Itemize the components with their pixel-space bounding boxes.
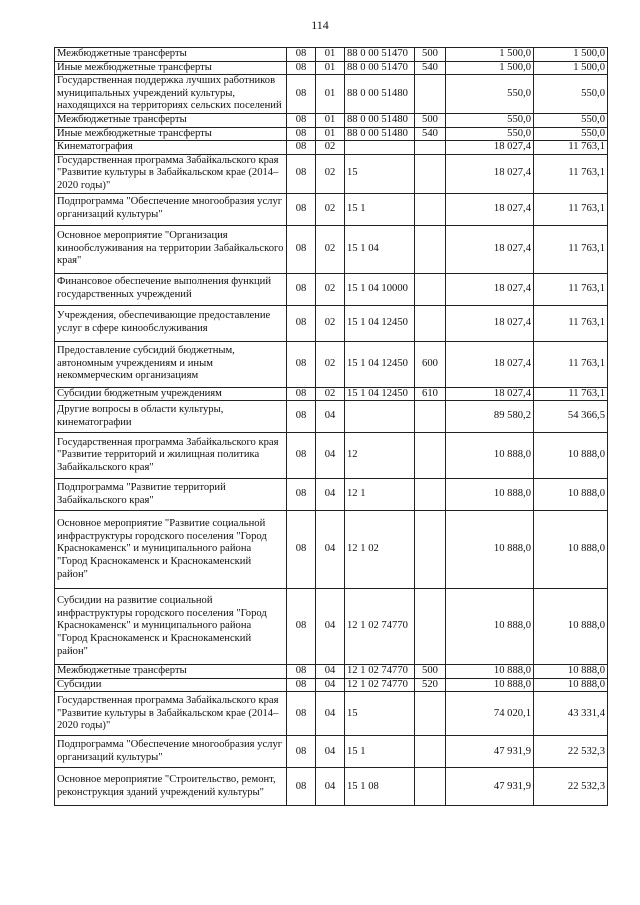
amount-year-2: 11 763,1 [534, 193, 608, 225]
row-name: Государственная программа Забайкальского края "Развитие культуры в Забайкальском крае (2014–2020 годы)" [55, 154, 287, 193]
expense-type-code [415, 401, 446, 433]
subsection-code: 01 [316, 48, 345, 62]
target-article-code: 12 1 02 74770 [345, 678, 415, 692]
amount-year-2: 22 532,3 [534, 736, 608, 768]
amount-year-2: 550,0 [534, 75, 608, 114]
target-article-code: 12 1 02 74770 [345, 665, 415, 679]
row-name: Иные межбюджетные трансферты [55, 61, 287, 75]
subsection-code: 01 [316, 127, 345, 141]
amount-year-1: 10 888,0 [446, 665, 534, 679]
amount-year-1: 550,0 [446, 113, 534, 127]
table-row [55, 341, 608, 387]
amount-year-1: 18 027,4 [446, 341, 534, 387]
section-code: 08 [287, 479, 316, 511]
target-article-code: 88 0 00 51470 [345, 48, 415, 62]
amount-year-2: 11 763,1 [534, 305, 608, 341]
expense-type-code [415, 692, 446, 736]
subsection-code: 04 [316, 665, 345, 679]
target-article-code: 12 1 [345, 479, 415, 511]
row-name: Предоставление субсидий бюджетным, автономным учреждениям и иным некоммерческим организациям [55, 341, 287, 387]
subsection-code: 02 [316, 273, 345, 305]
amount-year-1: 10 888,0 [446, 678, 534, 692]
subsection-code: 04 [316, 479, 345, 511]
row-name: Межбюджетные трансферты [55, 113, 287, 127]
expense-type-code [415, 479, 446, 511]
expense-type-code: 540 [415, 127, 446, 141]
target-article-code: 88 0 00 51480 [345, 113, 415, 127]
subsection-code: 01 [316, 61, 345, 75]
amount-year-1: 89 580,2 [446, 401, 534, 433]
amount-year-2: 11 763,1 [534, 341, 608, 387]
amount-year-2: 11 763,1 [534, 387, 608, 401]
table-row [55, 225, 608, 273]
table-row [55, 75, 608, 114]
target-article-code: 12 1 02 74770 [345, 589, 415, 665]
row-name: Основное мероприятие "Строительство, ремонт, реконструкция зданий учреждений культуры" [55, 768, 287, 806]
target-article-code: 12 1 02 [345, 511, 415, 589]
amount-year-1: 18 027,4 [446, 141, 534, 155]
table-row [55, 61, 608, 75]
target-article-code: 15 1 08 [345, 768, 415, 806]
table-row [55, 768, 608, 806]
amount-year-2: 22 532,3 [534, 768, 608, 806]
row-name: Кинематография [55, 141, 287, 155]
amount-year-2: 1 500,0 [534, 61, 608, 75]
section-code: 08 [287, 273, 316, 305]
amount-year-1: 18 027,4 [446, 154, 534, 193]
budget-table [54, 47, 608, 806]
row-name: Подпрограмма "Обеспечение многообразия услуг организаций культуры" [55, 736, 287, 768]
table-row [55, 154, 608, 193]
amount-year-2: 10 888,0 [534, 589, 608, 665]
amount-year-2: 10 888,0 [534, 678, 608, 692]
expense-type-code: 500 [415, 665, 446, 679]
target-article-code: 15 1 04 10000 [345, 273, 415, 305]
section-code: 08 [287, 511, 316, 589]
amount-year-1: 47 931,9 [446, 768, 534, 806]
amount-year-2: 43 331,4 [534, 692, 608, 736]
amount-year-2: 11 763,1 [534, 225, 608, 273]
expense-type-code [415, 768, 446, 806]
section-code: 08 [287, 305, 316, 341]
subsection-code: 02 [316, 193, 345, 225]
row-name: Основное мероприятие "Развитие социальной инфраструктуры городского поселения "Город Краснокаменск" и муниципального района "Город Краснокаменск и Краснокаменский район" [55, 511, 287, 589]
row-name: Финансовое обеспечение выполнения функций государственных учреждений [55, 273, 287, 305]
amount-year-1: 10 888,0 [446, 433, 534, 479]
section-code: 08 [287, 154, 316, 193]
subsection-code: 02 [316, 141, 345, 155]
table-row [55, 127, 608, 141]
amount-year-1: 10 888,0 [446, 479, 534, 511]
expense-type-code [415, 225, 446, 273]
target-article-code: 88 0 00 51480 [345, 127, 415, 141]
row-name: Государственная программа Забайкальского края "Развитие культуры в Забайкальском крае (2014–2020 годы)" [55, 692, 287, 736]
subsection-code: 02 [316, 341, 345, 387]
subsection-code: 04 [316, 692, 345, 736]
amount-year-1: 74 020,1 [446, 692, 534, 736]
amount-year-1: 18 027,4 [446, 193, 534, 225]
amount-year-2: 10 888,0 [534, 433, 608, 479]
expense-type-code [415, 589, 446, 665]
subsection-code: 04 [316, 678, 345, 692]
target-article-code: 12 [345, 433, 415, 479]
expense-type-code: 540 [415, 61, 446, 75]
table-row [55, 511, 608, 589]
row-name: Субсидии бюджетным учреждениям [55, 387, 287, 401]
expense-type-code [415, 141, 446, 155]
table-row [55, 193, 608, 225]
subsection-code: 04 [316, 768, 345, 806]
subsection-code: 02 [316, 305, 345, 341]
expense-type-code: 500 [415, 113, 446, 127]
target-article-code: 15 [345, 154, 415, 193]
target-article-code: 88 0 00 51470 [345, 61, 415, 75]
section-code: 08 [287, 401, 316, 433]
section-code: 08 [287, 736, 316, 768]
amount-year-2: 11 763,1 [534, 273, 608, 305]
target-article-code: 15 [345, 692, 415, 736]
row-name: Субсидии [55, 678, 287, 692]
amount-year-2: 550,0 [534, 127, 608, 141]
page-number: 114 [311, 18, 329, 32]
expense-type-code [415, 305, 446, 341]
expense-type-code [415, 736, 446, 768]
expense-type-code [415, 193, 446, 225]
amount-year-1: 550,0 [446, 75, 534, 114]
target-article-code: 15 1 [345, 193, 415, 225]
section-code: 08 [287, 61, 316, 75]
subsection-code: 02 [316, 387, 345, 401]
subsection-code: 04 [316, 589, 345, 665]
amount-year-1: 10 888,0 [446, 511, 534, 589]
table-row [55, 141, 608, 155]
section-code: 08 [287, 665, 316, 679]
table-row [55, 387, 608, 401]
target-article-code: 15 1 04 12450 [345, 387, 415, 401]
row-name: Учреждения, обеспечивающие предоставление услуг в сфере кинообслуживания [55, 305, 287, 341]
table-row [55, 305, 608, 341]
row-name: Межбюджетные трансферты [55, 48, 287, 62]
amount-year-1: 10 888,0 [446, 589, 534, 665]
amount-year-2: 54 366,5 [534, 401, 608, 433]
target-article-code: 15 1 04 12450 [345, 305, 415, 341]
table-row [55, 589, 608, 665]
subsection-code: 04 [316, 433, 345, 479]
section-code: 08 [287, 225, 316, 273]
amount-year-2: 10 888,0 [534, 511, 608, 589]
target-article-code: 15 1 04 12450 [345, 341, 415, 387]
amount-year-1: 1 500,0 [446, 61, 534, 75]
subsection-code: 02 [316, 154, 345, 193]
table-row [55, 433, 608, 479]
expense-type-code: 500 [415, 48, 446, 62]
target-article-code: 88 0 00 51480 [345, 75, 415, 114]
row-name: Государственная программа Забайкальского края "Развитие территорий и жилищная политика Забайкальского края" [55, 433, 287, 479]
row-name: Иные межбюджетные трансферты [55, 127, 287, 141]
target-article-code [345, 401, 415, 433]
expense-type-code [415, 433, 446, 479]
section-code: 08 [287, 768, 316, 806]
amount-year-2: 550,0 [534, 113, 608, 127]
section-code: 08 [287, 433, 316, 479]
row-name: Другие вопросы в области культуры, кинематографии [55, 401, 287, 433]
target-article-code: 15 1 [345, 736, 415, 768]
section-code: 08 [287, 341, 316, 387]
row-name: Основное мероприятие "Организация кинообслуживания на территории Забайкальского края" [55, 225, 287, 273]
amount-year-2: 11 763,1 [534, 141, 608, 155]
subsection-code: 01 [316, 113, 345, 127]
amount-year-2: 10 888,0 [534, 665, 608, 679]
target-article-code: 15 1 04 [345, 225, 415, 273]
expense-type-code [415, 511, 446, 589]
section-code: 08 [287, 678, 316, 692]
target-article-code [345, 141, 415, 155]
amount-year-1: 47 931,9 [446, 736, 534, 768]
row-name: Подпрограмма "Обеспечение многообразия услуг организаций культуры" [55, 193, 287, 225]
expense-type-code: 520 [415, 678, 446, 692]
amount-year-1: 1 500,0 [446, 48, 534, 62]
section-code: 08 [287, 193, 316, 225]
table-row [55, 665, 608, 679]
row-name: Субсидии на развитие социальной инфраструктуры городского поселения "Город Краснокаменск" и муниципального района "Город Краснокаменск и Краснокаменский район" [55, 589, 287, 665]
subsection-code: 01 [316, 75, 345, 114]
amount-year-1: 18 027,4 [446, 225, 534, 273]
table-row [55, 273, 608, 305]
amount-year-1: 550,0 [446, 127, 534, 141]
table-row [55, 401, 608, 433]
expense-type-code [415, 75, 446, 114]
amount-year-2: 10 888,0 [534, 479, 608, 511]
row-name: Государственная поддержка лучших работников муниципальных учреждений культуры, находящихся на территориях сельских поселений [55, 75, 287, 114]
table-row [55, 678, 608, 692]
section-code: 08 [287, 141, 316, 155]
table-row [55, 479, 608, 511]
expense-type-code [415, 273, 446, 305]
section-code: 08 [287, 75, 316, 114]
subsection-code: 02 [316, 225, 345, 273]
budget-table-body [55, 48, 608, 806]
expense-type-code: 610 [415, 387, 446, 401]
section-code: 08 [287, 692, 316, 736]
expense-type-code [415, 154, 446, 193]
subsection-code: 04 [316, 736, 345, 768]
section-code: 08 [287, 127, 316, 141]
subsection-code: 04 [316, 511, 345, 589]
row-name: Межбюджетные трансферты [55, 665, 287, 679]
section-code: 08 [287, 48, 316, 62]
amount-year-2: 11 763,1 [534, 154, 608, 193]
table-row [55, 736, 608, 768]
subsection-code: 04 [316, 401, 345, 433]
amount-year-1: 18 027,4 [446, 273, 534, 305]
table-row [55, 113, 608, 127]
section-code: 08 [287, 589, 316, 665]
section-code: 08 [287, 387, 316, 401]
table-row [55, 692, 608, 736]
amount-year-1: 18 027,4 [446, 305, 534, 341]
amount-year-1: 18 027,4 [446, 387, 534, 401]
section-code: 08 [287, 113, 316, 127]
row-name: Подпрограмма "Развитие территорий Забайкальского края" [55, 479, 287, 511]
expense-type-code: 600 [415, 341, 446, 387]
amount-year-2: 1 500,0 [534, 48, 608, 62]
table-row [55, 48, 608, 62]
